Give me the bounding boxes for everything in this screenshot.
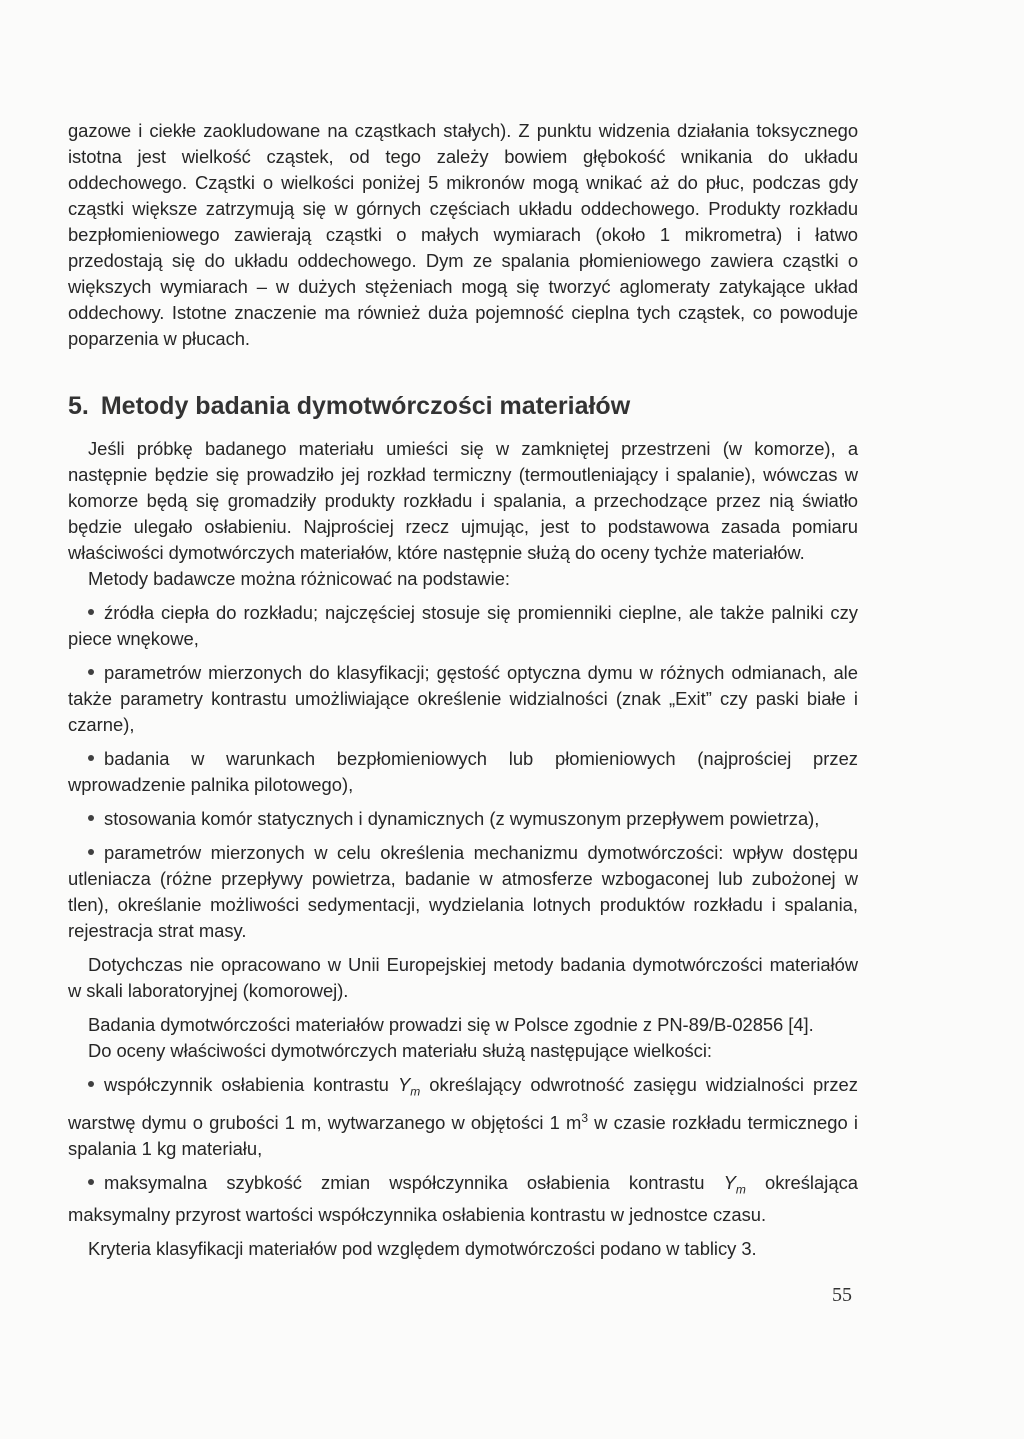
list-item [68,806,858,832]
bullet-icon [88,815,94,821]
list-item [68,1170,858,1229]
list-item-text: badania w warunkach bezpłomieniowych lub płomieniowych (najprościej przez wprowadzenie palnika pilotowego), [68,748,858,795]
intro-block [68,118,858,352]
section-heading [68,392,630,421]
list-item-text: źródła ciepła do rozkładu; najczęściej stosuje się promienniki cieplne, ale także palniki czy piece wnękowe, [68,602,858,649]
list-item-text: stosowania komór statycznych i dynamicznych (z wymuszonym przepływem powietrza), [104,808,820,829]
bullet-icon [88,1081,94,1087]
list-item-text: parametrów mierzonych do klasyfikacji; gęstość optyczna dymu w różnych odmianach, ale także parametry kontrastu umożliwiające określenie widzialności (znak „Exit” czy paski białe i czarne), [68,662,858,735]
section-paragraph-2: Metody badawcze można różnicować na podstawie: [88,568,510,589]
list-item-text-start: współczynnik osłabienia kontrastu [104,1074,398,1095]
section-number: 5. [68,392,89,420]
bullet-icon [88,755,94,761]
bullet-icon [88,609,94,615]
unit-superscript: 3 [581,1110,589,1125]
list-item [68,1072,858,1162]
list-item-text-end: określająca maksymalny przyrost wartości współczynnika osłabienia kontrastu w jednostce czasu. [68,1171,858,1226]
intro-paragraph: gazowe i ciekłe zaokludowane na cząstkach stałych). Z punktu widzenia działania toksycznego istotna jest wielkość cząstek, od tego zależy bowiem głębokość wnikania do układu oddechowego. Cząstki o wielkości poniżej 5 mikronów mogą wnikać aż do płuc, podczas gdy cząstki większe zatrzymują się w górnych częściach układu oddechowego. Produkty rozkładu bezpłomieniowego zawierają cząstki o małych wymiarach (około 1 mikrometra) i łatwo przedostają się do układu oddechowego. Dym ze spalania płomieniowego zawiera cząstki o większych wymiarach – w dużych stężeniach mogą się tworzyć aglomeraty zatykające układ oddechowy. Istotne znaczenie ma również duża pojemność cieplna tych cząstek, co powoduje poparzenia w płucach. [68,120,858,349]
list-item [68,840,858,944]
symbol-ym [397,1074,421,1099]
symbol-subscript: m [410,1084,421,1099]
section-paragraph-3: Dotychczas nie opracowano w Unii Europejskiej metody badania dymotwórczości materiałów w skali laboratoryjnej (komorowej). [68,954,858,1001]
list-item [68,746,858,798]
list-item [68,600,858,652]
section-paragraph-6: Kryteria klasyfikacji materiałów pod względem dymotwórczości podano w tablicy 3. [88,1238,757,1260]
section-title: Metody badania dymotwórczości materiałów [100,392,631,420]
symbol-letter: Y [723,1171,736,1193]
bullet-icon [88,669,94,675]
symbol-letter: Y [397,1074,411,1095]
bullet-icon [88,1179,94,1185]
list-item-text-start: maksymalna szybkość zmian współczynnika osłabienia kontrastu [104,1171,724,1193]
section-body [68,436,858,1262]
page-number: 55 [832,1284,852,1306]
symbol-ym [723,1171,746,1197]
section-paragraph-5: Do oceny właściwości dymotwórczych materiału służą następujące wielkości: [88,1040,712,1061]
section-paragraph-4: Badania dymotwórczości materiałów prowadzi się w Polsce zgodnie z PN-89/B-02856 [4]. [88,1014,814,1035]
list-item [68,660,858,738]
section-paragraph-1: Jeśli próbkę badanego materiału umieści się w zamkniętej przestrzeni (w komorze), a następnie będzie się prowadziło jej rozkład termiczny (termoutleniający i spalanie), wówczas w komorze będą się gromadziły produkty rozkładu i spalania, a przechodzące przez nią światło będzie ulegało osłabieniu. Najprościej rzecz ujmując, jest to podstawowa zasada pomiaru właściwości dymotwórczych materiałów, które następnie służą do oceny tychże materiałów. [68,438,858,563]
bullet-icon [88,849,94,855]
list-item-text-end: w czasie rozkładu termicznego i spalania 1 kg materiału, [68,1111,858,1159]
list-item-text: parametrów mierzonych w celu określenia mechanizmu dymotwórczości: wpływ dostępu utleniacza (różne przepływy powietrza, badanie w atmosferze wzbogaconej lub zubożonej w tlen), określanie możliwości sedymentacji, wydzielania lotnych produktów rozkładu i spalania, rejestracja strat masy. [68,842,858,941]
list-item-text-middle: określający odwrotność zasięgu widzialności przez warstwę dymu o grubości 1 m, wytwarzanego w objętości 1 m [68,1074,858,1133]
symbol-subscript: m [735,1182,746,1197]
